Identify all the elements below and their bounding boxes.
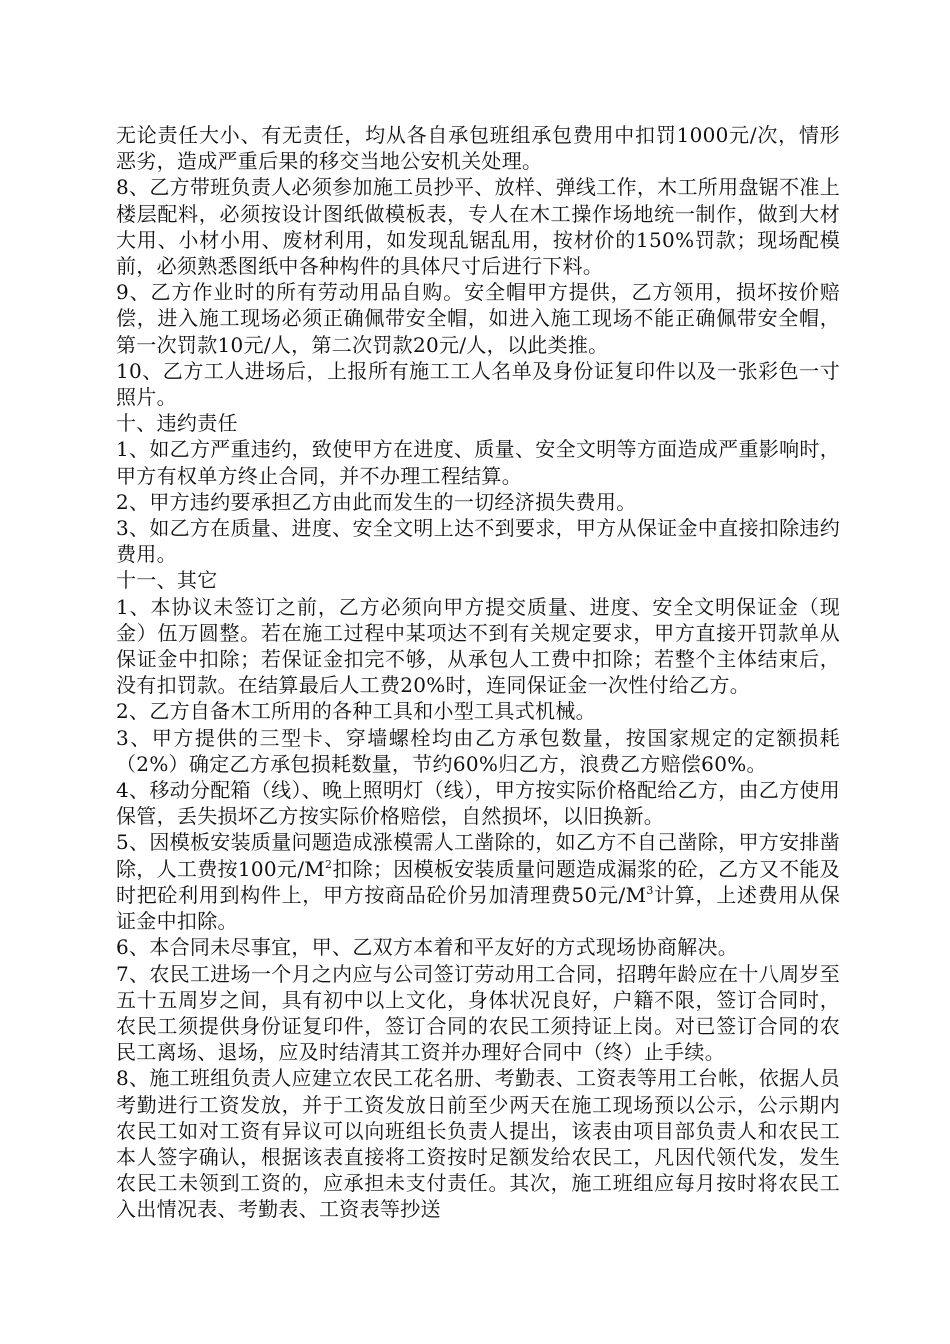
superscript-cube: 3: [646, 883, 654, 897]
section-heading-breach-liability: 十、违约责任: [116, 411, 238, 436]
paragraph-other-4-distribution-box: 4、移动分配箱（线）、晚上照明灯（线），甲方按实际价格配给乙方，由乙方使用保管，丢失损坏乙方按实际价格赔偿，自然损坏，以旧换新。: [116, 778, 840, 829]
paragraph-other-1-deposit: 1、本协议未签订之前，乙方必须向甲方提交质量、进度、安全文明保证金（现金）伍万圆整。若在施工过程中某项达不到有关规定要求，甲方直接开罚款单从保证金中扣除；若保证金扣完不够，从承包人工费中扣除；若整个主体结束后，没有扣罚款。在结算最后人工费20%时，连同保证金一次性付给乙方。: [116, 594, 840, 698]
document-body: [116, 122, 840, 1223]
paragraph-breach-3: 3、如乙方在质量、进度、安全文明上达不到要求，甲方从保证金中直接扣除违约费用。: [116, 516, 840, 567]
paragraph-clause-9-safety-helmet: 9、乙方作业时的所有劳动用品自购。安全帽甲方提供，乙方领用，损坏按价赔偿，进入施工现场必须正确佩带安全帽，如进入施工现场不能正确佩带安全帽，第一次罚款10元/人，第二次罚款20元/人，以此类推。: [116, 280, 840, 357]
paragraph-other-5-text-b: 扣除；因模板安装质量问题造成漏浆的砼，乙方又不能及时把砼利用到构件上，甲方按商品砼价另加清理费50元/M: [116, 856, 841, 907]
superscript-square: 2: [325, 857, 333, 871]
paragraph-other-7-labor-contract: 7、农民工进场一个月之内应与公司签订劳动用工合同，招聘年龄应在十八周岁至五十五周岁之间，具有初中以上文化，身体状况良好，户籍不限，签订合同时，农民工须提供身份证复印件，签订合同的农民工须持证上岗。对已签订合同的农民工离场、退场，应及时结清其工资并办理好合同中（终）止手续。: [116, 961, 840, 1065]
paragraph-penalty-continued: 无论责任大小、有无责任，均从各自承包班组承包费用中扣罚1000元/次，情形恶劣，造成严重后果的移交当地公安机关处理。: [116, 123, 840, 174]
paragraph-other-5-formwork-quality: [116, 829, 840, 934]
paragraph-other-5-text-a: 5、因模板安装质量问题造成涨模需人工凿除的，如乙方不自己凿除，甲方安排凿除，人工费按100元/M: [116, 830, 840, 881]
paragraph-other-6-negotiation: 6、本合同未尽事宜，甲、乙双方本着和平友好的方式现场协商解决。: [116, 935, 739, 960]
paragraph-clause-10-worker-list: 10、乙方工人进场后，上报所有施工工人名单及身份证复印件以及一张彩色一寸照片。: [116, 358, 840, 410]
paragraph-other-5-text-c: 计算，上述费用从保证金中扣除。: [116, 882, 841, 934]
paragraph-breach-1: 1、如乙方严重违约，致使甲方在进度、质量、安全文明等方面造成严重影响时，甲方有权单方终止合同，并不办理工程结算。: [116, 437, 840, 488]
paragraph-other-8-wage-records: 8、施工班组负责人应建立农民工花名册、考勤表、工资表等用工台帐，依据人员考勤进行工资发放，并于工资发放日前至少两天在施工现场预以公示，公示期内农民工如对工资有异议可以向班组长负责人提出，该表由项目部负责人和农民工本人签字确认，根据该表直接将工资按时足额发给农民工，凡因代领代发，发生农民工未领到工资的，应承担未支付责任。其次，施工班组应每月按时将农民工入出情况表、考勤表、工资表等抄送: [116, 1066, 840, 1222]
paragraph-other-2-tools: 2、乙方自备木工所用的各种工具和小型工具式机械。: [116, 699, 596, 724]
paragraph-breach-2: 2、甲方违约要承担乙方由此而发生的一切经济损失费用。: [116, 489, 637, 514]
section-heading-other: 十一、其它: [116, 568, 218, 593]
paragraph-clause-8-carpentry: 8、乙方带班负责人必须参加施工员抄平、放样、弹线工作，木工所用盘锯不准上楼层配料，必须按设计图纸做模板表，专人在木工操作场地统一制作，做到大材大用、小材小用、废材利用，如发现乱锯乱用，按材价的150%罚款；现场配模前，必须熟悉图纸中各种构件的具体尺寸后进行下料。: [116, 175, 840, 279]
paragraph-other-3-materials: 3、甲方提供的三型卡、穿墙螺栓均由乙方承包数量，按国家规定的定额损耗（2%）确定乙方承包损耗数量，节约60%归乙方，浪费乙方赔偿60%。: [116, 725, 840, 776]
